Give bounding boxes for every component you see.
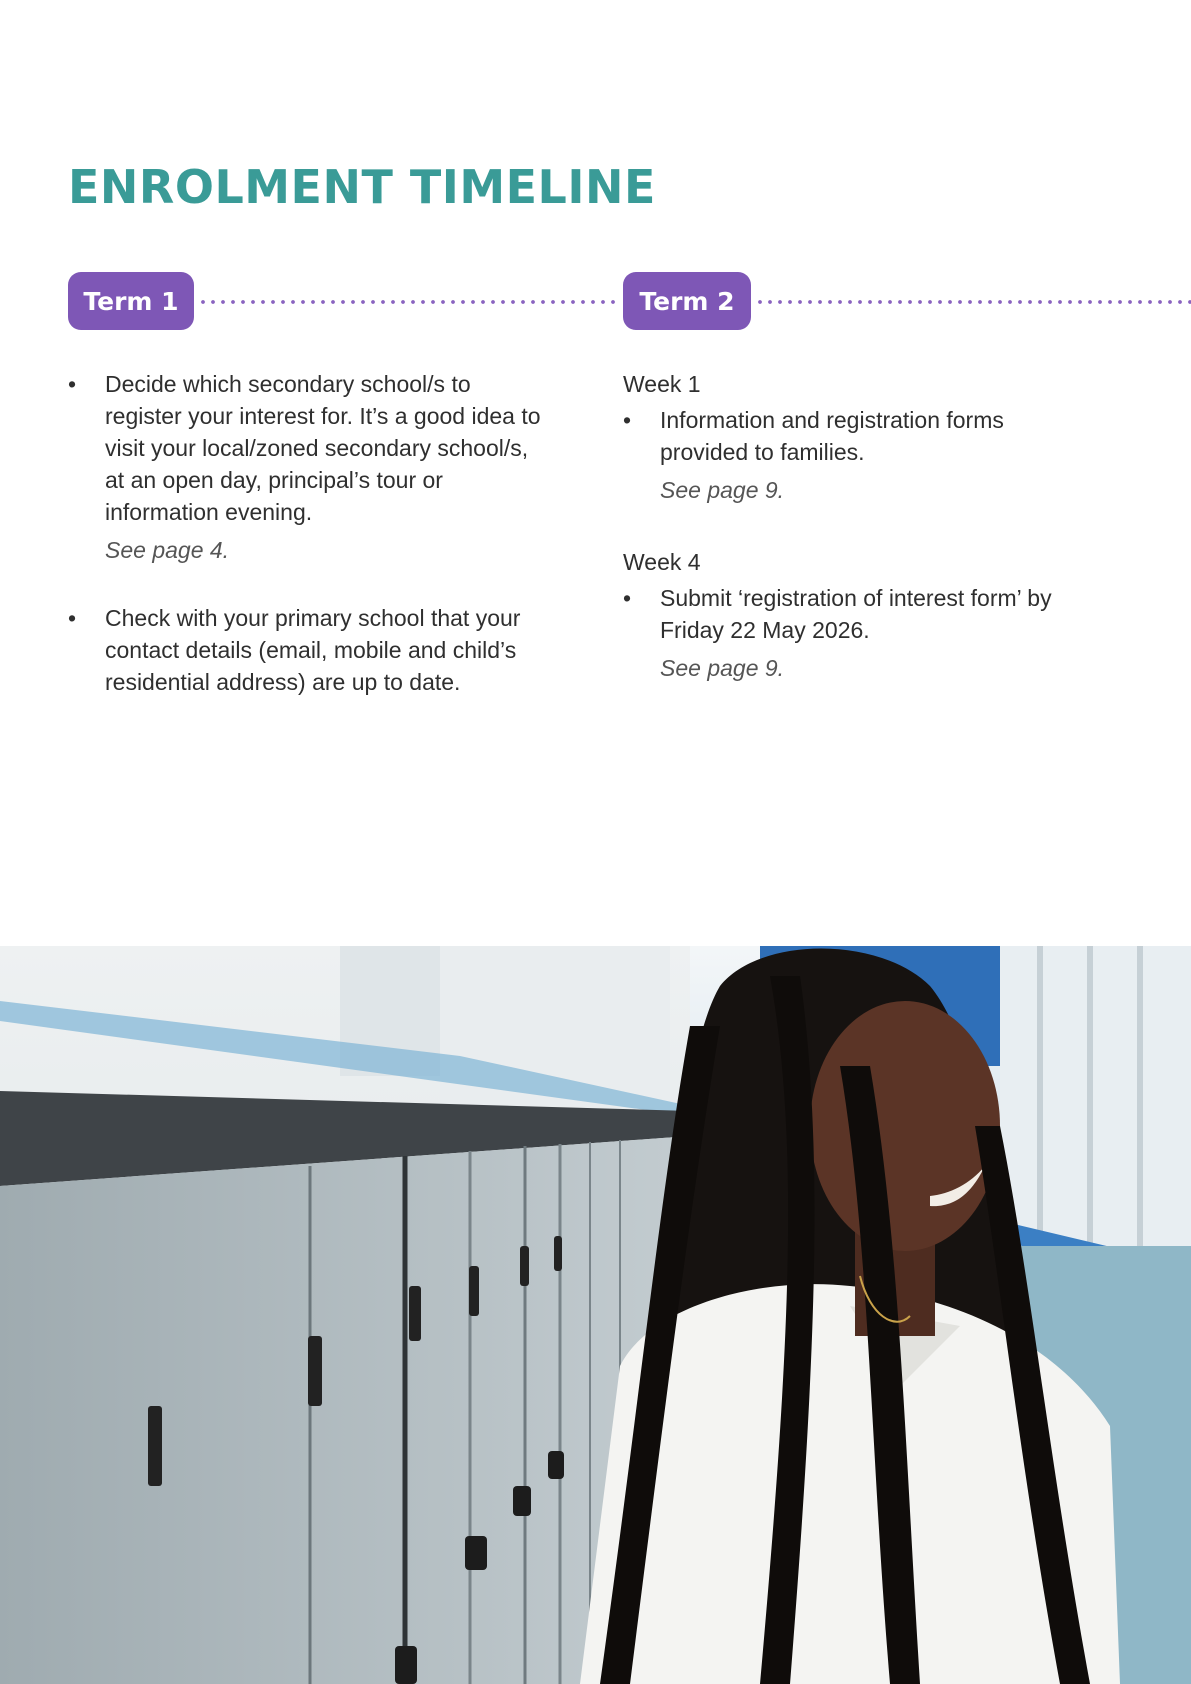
student-photo-illustration [0, 946, 1191, 1684]
bullet: • [623, 407, 632, 433]
list-item [623, 404, 1093, 468]
list-item-text: Submit ‘registration of interest form’ by Friday 22 May 2026. [660, 585, 1052, 643]
bullet: • [68, 605, 77, 631]
list-item-text: Check with your primary school that your contact details (email, mobile and child’s residential address) are up to date. [105, 605, 521, 695]
list-item [68, 368, 548, 528]
student-photo [0, 946, 1191, 1684]
term-1-badge: Term 1 [68, 272, 194, 330]
list-item-text: Decide which secondary school/s to register your interest for. It’s a good idea to visit your local/zoned secondary school/s, at an open day, principal’s tour or information evening. [105, 371, 541, 525]
page-title: ENROLMENT TIMELINE [68, 160, 656, 214]
timeline-dotted-line [198, 300, 618, 304]
deadline-date: Friday 22 May 2026 [660, 617, 864, 643]
page-reference: See page 9. [660, 477, 785, 503]
list-item [623, 582, 1093, 646]
bullet: • [68, 371, 77, 397]
page-reference: See page 9. [660, 655, 785, 681]
list-item [68, 602, 548, 698]
term-2-column [623, 368, 1093, 684]
week-heading: Week 1 [623, 371, 701, 397]
list-item-text: Information and registration forms provided to families. [660, 407, 1004, 465]
term-1-column [68, 368, 548, 698]
timeline-dotted-line [755, 300, 1191, 304]
week-heading: Week 4 [623, 549, 701, 575]
term-2-badge: Term 2 [623, 272, 751, 330]
page-reference: See page 4. [105, 537, 230, 563]
bullet: • [623, 585, 632, 611]
